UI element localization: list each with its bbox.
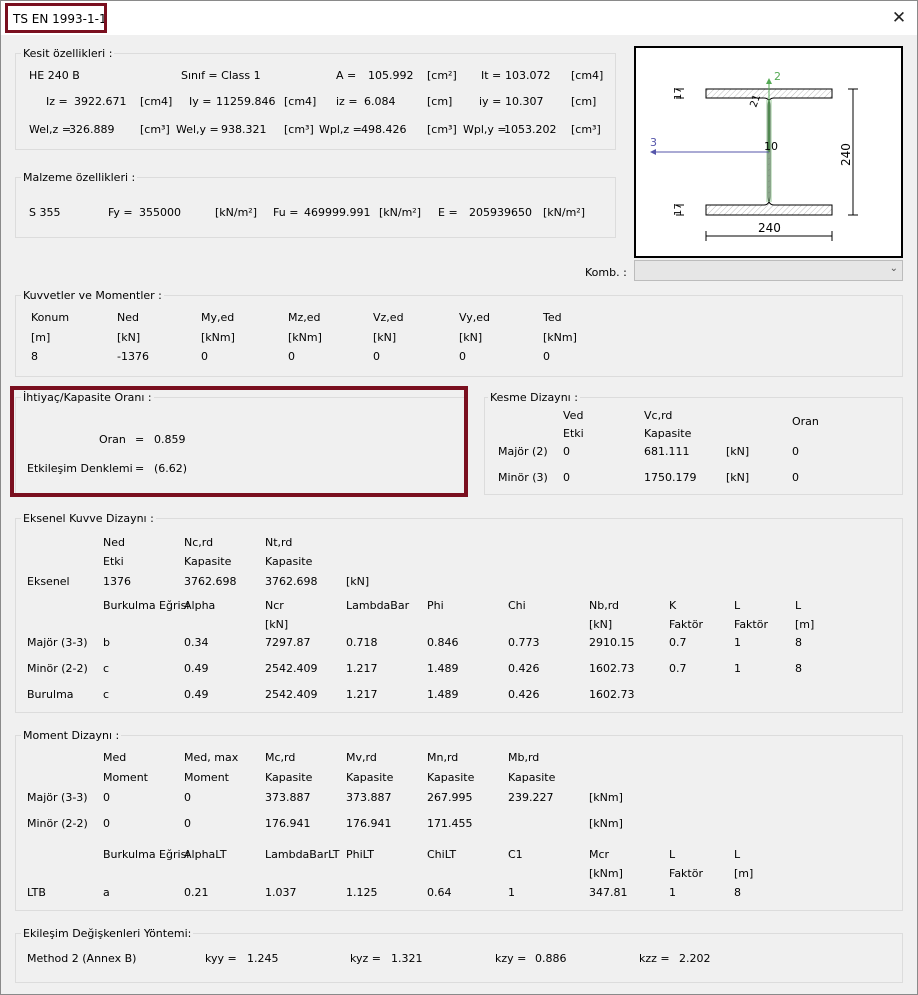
section-properties-title: Kesit özellikleri : bbox=[23, 47, 113, 60]
iz-label: Iz = bbox=[46, 95, 68, 108]
buckling-header: LambdaBar bbox=[346, 599, 410, 612]
force-unit: [kNm] bbox=[201, 331, 235, 344]
iz-radius-label: iz = bbox=[336, 95, 358, 108]
moment-cell: 373.887 bbox=[346, 791, 392, 804]
buckling-cell: 0.426 bbox=[508, 662, 540, 675]
force-unit: [kNm] bbox=[288, 331, 322, 344]
moment-cell: 267.995 bbox=[427, 791, 473, 804]
kyy-label: kyy = bbox=[205, 952, 237, 965]
force-unit: [kNm] bbox=[543, 331, 577, 344]
window-title: TS EN 1993-1-1 bbox=[13, 12, 107, 26]
width-dimension: 240 bbox=[758, 221, 781, 235]
buckling-row-label: Majör (3-3) bbox=[27, 636, 88, 649]
kyy-value: 1.245 bbox=[247, 952, 279, 965]
wply-value: 1053.202 bbox=[504, 123, 557, 136]
moment-row-label: Majör (3-3) bbox=[27, 791, 88, 804]
fu-label: Fu = bbox=[273, 206, 299, 219]
moment-cell: 0 bbox=[103, 791, 110, 804]
fy-unit: [kN/m²] bbox=[215, 206, 258, 219]
ltb-header: ChiLT bbox=[427, 848, 457, 861]
shear-minor-label: Minör (3) bbox=[498, 471, 548, 484]
shear-minor-unit: [kN] bbox=[726, 471, 750, 484]
force-header: Mz,ed bbox=[288, 311, 321, 324]
force-unit: [kN] bbox=[117, 331, 141, 344]
iz-radius-value: 6.084 bbox=[364, 95, 396, 108]
interaction-equation-value: (6.62) bbox=[154, 462, 188, 475]
buckling-header: Nb,rd bbox=[589, 599, 620, 612]
moment-header: Mn,rd bbox=[427, 751, 459, 764]
area-value: 105.992 bbox=[368, 69, 414, 82]
moment-cell: 373.887 bbox=[265, 791, 311, 804]
ltb-subheader: Faktör bbox=[669, 867, 703, 880]
iy-value: 11259.846 bbox=[216, 95, 276, 108]
fu-unit: [kN/m²] bbox=[379, 206, 422, 219]
ltb-header: Mcr bbox=[589, 848, 610, 861]
ltb-header: L bbox=[734, 848, 741, 861]
wely-label: Wel,y = bbox=[176, 123, 219, 136]
interaction-equation-equals: = bbox=[135, 462, 145, 475]
ltb-row-label: LTB bbox=[27, 886, 46, 899]
buckling-header: K bbox=[669, 599, 677, 612]
force-header: Vz,ed bbox=[373, 311, 404, 324]
axial-unit: [kN] bbox=[346, 575, 370, 588]
force-header: Vy,ed bbox=[459, 311, 490, 324]
ltb-cell: 1.125 bbox=[346, 886, 378, 899]
moment-header: Mc,rd bbox=[265, 751, 296, 764]
ltb-cell: a bbox=[103, 886, 110, 899]
shear-vc-header: Vc,rd bbox=[644, 409, 673, 422]
buckling-cell: 0.846 bbox=[427, 636, 459, 649]
force-unit: [m] bbox=[31, 331, 51, 344]
moment-subheader: Moment bbox=[184, 771, 229, 784]
buckling-cell: 2542.409 bbox=[265, 662, 318, 675]
axial-nc-value: 3762.698 bbox=[184, 575, 237, 588]
axial-design-group bbox=[15, 518, 903, 713]
buckling-cell: 1.489 bbox=[427, 662, 459, 675]
ltb-cell: 0.64 bbox=[427, 886, 452, 899]
buckling-cell: 0.7 bbox=[669, 662, 687, 675]
buckling-cell: 2910.15 bbox=[589, 636, 635, 649]
buckling-cell: 1602.73 bbox=[589, 662, 635, 675]
wplz-value: 498.426 bbox=[361, 123, 407, 136]
area-label: A = bbox=[336, 69, 357, 82]
force-unit: [kN] bbox=[459, 331, 483, 344]
kyz-value: 1.321 bbox=[391, 952, 423, 965]
buckling-cell: 7297.87 bbox=[265, 636, 311, 649]
fy-value: 355000 bbox=[139, 206, 181, 219]
ltb-header: L bbox=[669, 848, 676, 861]
axial-nt-value: 3762.698 bbox=[265, 575, 318, 588]
it-unit: [cm4] bbox=[571, 69, 604, 82]
ltb-cell: 1.037 bbox=[265, 886, 297, 899]
moment-cell: 239.227 bbox=[508, 791, 554, 804]
it-label: It = bbox=[481, 69, 502, 82]
e-label: E = bbox=[438, 206, 458, 219]
ltb-cell: 347.81 bbox=[589, 886, 628, 899]
wplz-unit: [cm³] bbox=[427, 123, 457, 136]
fy-label: Fy = bbox=[108, 206, 133, 219]
ltb-cell: 1 bbox=[508, 886, 515, 899]
shear-ved-subheader: Etki bbox=[563, 427, 584, 440]
shear-major-ratio: 0 bbox=[792, 445, 799, 458]
shear-vc-subheader: Kapasite bbox=[644, 427, 692, 440]
buckling-subheader: Faktör bbox=[669, 618, 703, 631]
buckling-cell: 0.426 bbox=[508, 688, 540, 701]
buckling-cell: 1 bbox=[734, 636, 741, 649]
axis-2-label: 2 bbox=[774, 70, 781, 83]
interaction-method-title: Ekileşim Değişkenleri Yöntemi: bbox=[23, 927, 192, 940]
force-unit: [kN] bbox=[373, 331, 397, 344]
kzz-label: kzz = bbox=[639, 952, 670, 965]
axial-row-label: Eksenel bbox=[27, 575, 70, 588]
force-header: My,ed bbox=[201, 311, 235, 324]
root-radius: 21 bbox=[748, 93, 764, 110]
moment-cell: 0 bbox=[103, 817, 110, 830]
buckling-cell: 8 bbox=[795, 636, 802, 649]
moment-row-unit: [kNm] bbox=[589, 791, 623, 804]
buckling-cell: 0.718 bbox=[346, 636, 378, 649]
force-value: 0 bbox=[543, 350, 550, 363]
force-header: Ned bbox=[117, 311, 139, 324]
buckling-subheader: [kN] bbox=[265, 618, 289, 631]
buckling-cell: 1.489 bbox=[427, 688, 459, 701]
bottom-flange-thickness: 17 bbox=[673, 203, 684, 216]
buckling-header: Alpha bbox=[184, 599, 216, 612]
kyz-label: kyz = bbox=[350, 952, 381, 965]
moment-design-title: Moment Dizaynı : bbox=[23, 729, 120, 742]
welz-unit: [cm³] bbox=[140, 123, 170, 136]
top-flange-thickness: 17 bbox=[673, 87, 684, 100]
moment-cell: 171.455 bbox=[427, 817, 473, 830]
ratio-value: 0.859 bbox=[154, 433, 186, 446]
buckling-cell: 0.7 bbox=[669, 636, 687, 649]
buckling-cell: 1 bbox=[734, 662, 741, 675]
iz-unit: [cm4] bbox=[140, 95, 173, 108]
ltb-cell: 1 bbox=[669, 886, 676, 899]
welz-value: 326.889 bbox=[69, 123, 115, 136]
shear-major-ved: 0 bbox=[563, 445, 570, 458]
buckling-subheader: [m] bbox=[795, 618, 815, 631]
combination-label: Komb. : bbox=[585, 266, 627, 279]
demand-capacity-title: İhtiyaç/Kapasite Oranı : bbox=[23, 391, 152, 404]
section-name: HE 240 B bbox=[29, 69, 80, 82]
iz-value: 3922.671 bbox=[74, 95, 127, 108]
buckling-cell: c bbox=[103, 662, 110, 675]
iy-unit: [cm4] bbox=[284, 95, 317, 108]
force-header: Konum bbox=[31, 311, 70, 324]
section-class: Sınıf = Class 1 bbox=[181, 69, 261, 82]
buckling-cell: 8 bbox=[795, 662, 802, 675]
shear-minor-vc: 1750.179 bbox=[644, 471, 697, 484]
buckling-header: L bbox=[734, 599, 741, 612]
section-diagram bbox=[634, 46, 903, 258]
buckling-cell: 2542.409 bbox=[265, 688, 318, 701]
shear-ratio-header: Oran bbox=[792, 415, 819, 428]
e-value: 205939650 bbox=[469, 206, 532, 219]
buckling-cell: 0.49 bbox=[184, 662, 209, 675]
iy-radius-label: iy = bbox=[479, 95, 502, 108]
moment-header: Mv,rd bbox=[346, 751, 377, 764]
buckling-subheader: [kN] bbox=[589, 618, 613, 631]
iz-radius-unit: [cm] bbox=[427, 95, 453, 108]
buckling-cell: c bbox=[103, 688, 110, 701]
ltb-header: PhiLT bbox=[346, 848, 374, 861]
wply-label: Wpl,y = bbox=[463, 123, 507, 136]
moment-row-label: Minör (2-2) bbox=[27, 817, 88, 830]
moment-subheader: Kapasite bbox=[508, 771, 556, 784]
moment-header: Mb,rd bbox=[508, 751, 540, 764]
kzy-label: kzy = bbox=[495, 952, 527, 965]
ratio-label: Oran bbox=[99, 433, 126, 446]
ltb-subheader: [m] bbox=[734, 867, 754, 880]
force-value: 0 bbox=[459, 350, 466, 363]
buckling-cell: 0.34 bbox=[184, 636, 209, 649]
shear-ved-header: Ved bbox=[563, 409, 584, 422]
buckling-header: Ncr bbox=[265, 599, 284, 612]
force-value: 8 bbox=[31, 350, 38, 363]
axial-ned-subheader: Etki bbox=[103, 555, 124, 568]
area-unit: [cm²] bbox=[427, 69, 457, 82]
e-unit: [kN/m²] bbox=[543, 206, 586, 219]
axial-design-title: Eksenel Kuvve Dizaynı : bbox=[23, 512, 154, 525]
buckling-header: Phi bbox=[427, 599, 444, 612]
moment-subheader: Kapasite bbox=[346, 771, 394, 784]
buckling-header: L bbox=[795, 599, 802, 612]
buckling-subheader: Faktör bbox=[734, 618, 768, 631]
ltb-header: LambdaBarLT bbox=[265, 848, 340, 861]
material-properties-title: Malzeme özellikleri : bbox=[23, 171, 136, 184]
kzz-value: 2.202 bbox=[679, 952, 711, 965]
ltb-subheader: [kNm] bbox=[589, 867, 623, 880]
moment-header: Med, max bbox=[184, 751, 239, 764]
shear-major-vc: 681.111 bbox=[644, 445, 690, 458]
chevron-down-icon: ⌄ bbox=[889, 263, 898, 274]
wplz-label: Wpl,z = bbox=[319, 123, 362, 136]
moment-row-unit: [kNm] bbox=[589, 817, 623, 830]
axial-nt-subheader: Kapasite bbox=[265, 555, 313, 568]
shear-major-unit: [kN] bbox=[726, 445, 750, 458]
axial-nc-header: Nc,rd bbox=[184, 536, 214, 549]
moment-subheader: Kapasite bbox=[265, 771, 313, 784]
title-highlight-box bbox=[5, 3, 107, 33]
buckling-cell: b bbox=[103, 636, 110, 649]
ltb-cell: 0.21 bbox=[184, 886, 209, 899]
axial-nc-subheader: Kapasite bbox=[184, 555, 232, 568]
material-name: S 355 bbox=[29, 206, 61, 219]
forces-moments-title: Kuvvetler ve Momentler : bbox=[23, 289, 162, 302]
ltb-header: C1 bbox=[508, 848, 523, 861]
iy-radius-value: 10.307 bbox=[505, 95, 544, 108]
interaction-method-name: Method 2 (Annex B) bbox=[27, 952, 137, 965]
force-value: 0 bbox=[373, 350, 380, 363]
axial-ned-header: Ned bbox=[103, 536, 125, 549]
demand-capacity-highlight-box bbox=[10, 386, 468, 497]
ltb-header: AlphaLT bbox=[184, 848, 227, 861]
moment-subheader: Moment bbox=[103, 771, 148, 784]
kzy-value: 0.886 bbox=[535, 952, 567, 965]
moment-header: Med bbox=[103, 751, 127, 764]
web-thickness: 10 bbox=[764, 140, 778, 153]
combination-dropdown[interactable] bbox=[634, 260, 903, 281]
buckling-cell: 1.217 bbox=[346, 688, 378, 701]
buckling-cell: 0.773 bbox=[508, 636, 540, 649]
ltb-header: Burkulma Eğrisi bbox=[103, 848, 190, 861]
moment-subheader: Kapasite bbox=[427, 771, 475, 784]
moment-cell: 176.941 bbox=[265, 817, 311, 830]
buckling-row-label: Minör (2-2) bbox=[27, 662, 88, 675]
fu-value: 469999.991 bbox=[304, 206, 371, 219]
ratio-equals: = bbox=[135, 433, 145, 446]
force-value: 0 bbox=[288, 350, 295, 363]
interaction-method-group bbox=[15, 933, 903, 983]
shear-design-title: Kesme Dizaynı : bbox=[490, 391, 578, 404]
axis-3-label: 3 bbox=[650, 136, 657, 149]
buckling-cell: 1.217 bbox=[346, 662, 378, 675]
moment-cell: 0 bbox=[184, 817, 191, 830]
i-beam-drawing bbox=[636, 48, 901, 256]
iy-radius-unit: [cm] bbox=[571, 95, 597, 108]
shear-minor-ratio: 0 bbox=[792, 471, 799, 484]
height-dimension: 240 bbox=[839, 143, 853, 166]
wely-value: 938.321 bbox=[221, 123, 267, 136]
it-value: 103.072 bbox=[505, 69, 551, 82]
moment-cell: 176.941 bbox=[346, 817, 392, 830]
iy-label: Iy = bbox=[189, 95, 212, 108]
axial-nt-header: Nt,rd bbox=[265, 536, 293, 549]
axial-ned-value: 1376 bbox=[103, 575, 131, 588]
moment-cell: 0 bbox=[184, 791, 191, 804]
buckling-row-label: Burulma bbox=[27, 688, 74, 701]
wely-unit: [cm³] bbox=[284, 123, 314, 136]
buckling-header: Chi bbox=[508, 599, 526, 612]
force-value: 0 bbox=[201, 350, 208, 363]
close-icon[interactable]: ✕ bbox=[891, 8, 907, 28]
ltb-cell: 8 bbox=[734, 886, 741, 899]
buckling-header: Burkulma Eğrisi bbox=[103, 599, 190, 612]
interaction-equation-label: Etkileşim Denklemi bbox=[27, 462, 133, 475]
shear-major-label: Majör (2) bbox=[498, 445, 548, 458]
buckling-cell: 0.49 bbox=[184, 688, 209, 701]
force-value: -1376 bbox=[117, 350, 149, 363]
title-bar bbox=[1, 1, 917, 35]
shear-minor-ved: 0 bbox=[563, 471, 570, 484]
welz-label: Wel,z = bbox=[29, 123, 72, 136]
force-header: Ted bbox=[543, 311, 562, 324]
wply-unit: [cm³] bbox=[571, 123, 601, 136]
buckling-cell: 1602.73 bbox=[589, 688, 635, 701]
